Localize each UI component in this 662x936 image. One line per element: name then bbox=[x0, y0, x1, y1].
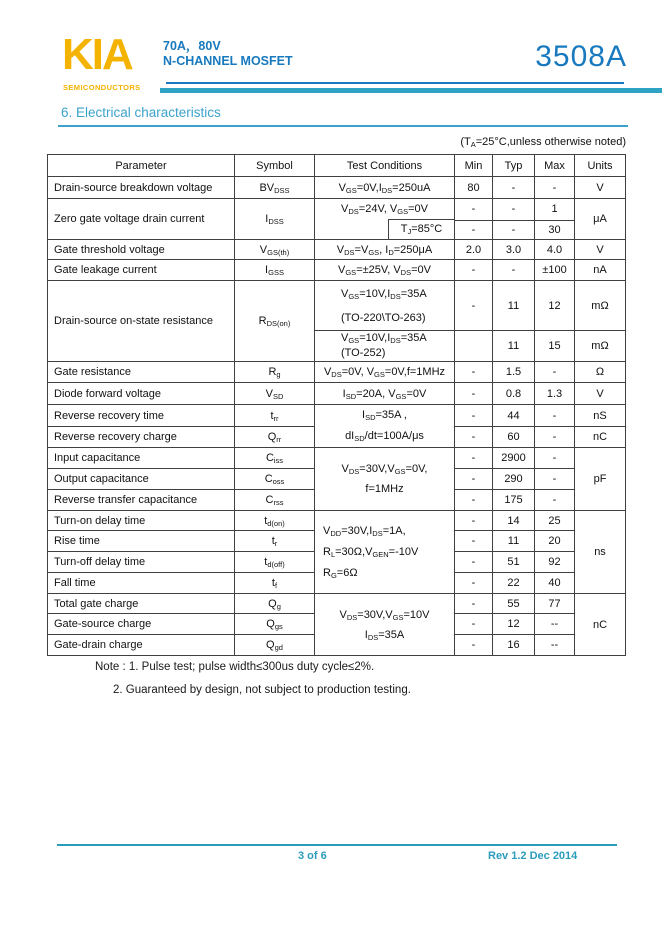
max-cell: 4.0 bbox=[535, 240, 575, 260]
symbol-cell: $R_{DS(on)}$ bbox=[235, 281, 315, 362]
typ-cell: 175 bbox=[493, 490, 535, 511]
max-cell: 1 bbox=[535, 199, 575, 221]
symbol-cell: $V_{GS(th)}$ bbox=[235, 240, 315, 260]
current-voltage-rating: 70A，80V bbox=[163, 39, 221, 53]
symbol-cell: $C_{oss}$ bbox=[235, 469, 315, 490]
typ-cell: 11 bbox=[493, 281, 535, 331]
symbol-cell: $C_{rss}$ bbox=[235, 490, 315, 511]
param-cell: Output capacitance bbox=[48, 469, 235, 490]
param-cell: Drain-source on-state resistance bbox=[48, 281, 235, 362]
unit-cell: V bbox=[575, 177, 626, 199]
cond-line: $V_{GS}=10V,I_{DS}=35A$ bbox=[341, 287, 427, 301]
condition-note: ($T_A=25^\circ C,unless$ otherwise noted) bbox=[460, 136, 626, 149]
cond-cell bbox=[315, 405, 455, 448]
max-cell: - bbox=[535, 490, 575, 511]
cond-line: (TO-220\TO-263) bbox=[341, 311, 426, 324]
typ-cell: 290 bbox=[493, 469, 535, 490]
min-cell: - bbox=[455, 614, 493, 635]
column-header-symbol: Symbol bbox=[235, 155, 315, 177]
max-cell: - bbox=[535, 427, 575, 448]
unit-cell: Ω bbox=[575, 362, 626, 383]
table-row bbox=[48, 511, 626, 531]
typ-cell: 51 bbox=[493, 552, 535, 573]
cond-main-line: $V_{DS}=24V$, $V_{GS}=0V$ bbox=[341, 203, 428, 216]
unit-cell: mΩ bbox=[575, 331, 626, 362]
symbol-cell: $Q_g$ bbox=[235, 594, 315, 614]
typ-cell: - bbox=[493, 177, 535, 199]
typ-cell: 14 bbox=[493, 511, 535, 531]
cond-cell: $I_{SD}=20A$, $V_{GS}=0V$ bbox=[315, 383, 455, 405]
table-row bbox=[48, 405, 626, 427]
typ-cell: 55 bbox=[493, 594, 535, 614]
table-row bbox=[48, 260, 626, 281]
max-cell: - bbox=[535, 448, 575, 469]
symbol-cell: $Q_{gs}$ bbox=[235, 614, 315, 635]
param-cell: Total gate charge bbox=[48, 594, 235, 614]
min-cell: - bbox=[455, 573, 493, 594]
cond-line: $dI_{SD}/dt=100A/\mu s$ bbox=[345, 430, 424, 443]
min-cell: - bbox=[455, 199, 493, 221]
footer-page-number: 3 of 6 bbox=[298, 850, 327, 862]
param-cell: Gate-source charge bbox=[48, 614, 235, 635]
cond-line: $V_{DS}=30V,V_{GS}=10V$ bbox=[339, 608, 430, 622]
max-cell: 40 bbox=[535, 573, 575, 594]
min-cell: 2.0 bbox=[455, 240, 493, 260]
cond-cell bbox=[315, 281, 455, 331]
column-header-test-conditions: Test Conditions bbox=[315, 155, 455, 177]
max-cell: - bbox=[535, 362, 575, 383]
table-row bbox=[48, 362, 626, 383]
max-cell: 30 bbox=[535, 220, 575, 239]
cond-cell bbox=[315, 511, 455, 594]
cond-cell bbox=[315, 331, 455, 362]
column-header-parameter: Parameter bbox=[48, 155, 235, 177]
electrical-characteristics-table bbox=[47, 154, 626, 656]
symbol-cell: $t_{rr}$ bbox=[235, 405, 315, 427]
kia-logo: KIA bbox=[62, 30, 132, 79]
max-cell: 15 bbox=[535, 331, 575, 362]
max-cell: ±100 bbox=[535, 260, 575, 281]
cond-line: $R_G=6\Omega$ bbox=[323, 566, 358, 580]
unit-cell: nC bbox=[575, 594, 626, 656]
min-cell: - bbox=[455, 531, 493, 552]
typ-cell: 11 bbox=[493, 331, 535, 362]
semiconductors-label: SEMICONDUCTORS bbox=[63, 83, 141, 92]
param-cell: Gate resistance bbox=[48, 362, 235, 383]
unit-cell: μA bbox=[575, 199, 626, 240]
section-heading bbox=[58, 104, 628, 127]
unit-cell: ns bbox=[575, 511, 626, 594]
max-cell: 92 bbox=[535, 552, 575, 573]
table-row bbox=[48, 594, 626, 614]
max-cell: -- bbox=[535, 614, 575, 635]
max-cell: - bbox=[535, 469, 575, 490]
header-rule-thick bbox=[160, 88, 662, 93]
param-cell: Turn-on delay time bbox=[48, 511, 235, 531]
table-row bbox=[48, 383, 626, 405]
cond-line: $V_{DS}=30V,V_{GS}=0V$, bbox=[341, 463, 428, 476]
cond-tj-subcell: $T_J=85^\circ C$ bbox=[388, 219, 454, 239]
min-cell: 80 bbox=[455, 177, 493, 199]
column-header-max: Max bbox=[535, 155, 575, 177]
param-cell: Reverse recovery charge bbox=[48, 427, 235, 448]
typ-cell: - bbox=[493, 199, 535, 221]
max-cell: - bbox=[535, 177, 575, 199]
typ-cell: 22 bbox=[493, 573, 535, 594]
param-cell: Fall time bbox=[48, 573, 235, 594]
symbol-cell: $V_{SD}$ bbox=[235, 383, 315, 405]
typ-cell: - bbox=[493, 220, 535, 239]
cond-cell: $V_{DS}=0V$, $V_{GS}=0V,f=1MHz$ bbox=[315, 362, 455, 383]
max-cell: 25 bbox=[535, 511, 575, 531]
param-cell: Zero gate voltage drain current bbox=[48, 199, 235, 240]
symbol-cell: $BV_{DSS}$ bbox=[235, 177, 315, 199]
unit-cell: nS bbox=[575, 405, 626, 427]
cond-cell bbox=[315, 199, 455, 240]
min-cell: - bbox=[455, 552, 493, 573]
symbol-cell: $t_{d(on)}$ bbox=[235, 511, 315, 531]
cond-cell: $V_{GS}=0V,I_{DS}=250uA$ bbox=[315, 177, 455, 199]
typ-cell: 12 bbox=[493, 614, 535, 635]
symbol-cell: $t_f$ bbox=[235, 573, 315, 594]
cond-cell: $V_{DS}=V_{GS}$, $I_D=250\mu A$ bbox=[315, 240, 455, 260]
unit-cell: nA bbox=[575, 260, 626, 281]
min-cell: - bbox=[455, 405, 493, 427]
typ-cell: 3.0 bbox=[493, 240, 535, 260]
table-row bbox=[48, 448, 626, 469]
unit-cell: pF bbox=[575, 448, 626, 511]
max-cell: 1.3 bbox=[535, 383, 575, 405]
unit-cell: V bbox=[575, 383, 626, 405]
param-cell: Reverse transfer capacitance bbox=[48, 490, 235, 511]
cond-cell: $V_{GS}=\pm 25V$, $V_{DS}=0V$ bbox=[315, 260, 455, 281]
typ-cell: 60 bbox=[493, 427, 535, 448]
min-cell: - bbox=[455, 281, 493, 331]
param-cell: Input capacitance bbox=[48, 448, 235, 469]
header-rule-thin bbox=[166, 82, 624, 84]
cond-line: $V_{GS}=10V,I_{DS}=35A$ bbox=[341, 332, 427, 345]
param-cell: Diode forward voltage bbox=[48, 383, 235, 405]
symbol-cell: $C_{iss}$ bbox=[235, 448, 315, 469]
max-cell: 12 bbox=[535, 281, 575, 331]
min-cell: - bbox=[455, 362, 493, 383]
cond-line: $V_{DD}=30V,I_{DS}=1A$, bbox=[323, 524, 406, 538]
symbol-cell: $Q_{rr}$ bbox=[235, 427, 315, 448]
param-cell: Rise time bbox=[48, 531, 235, 552]
footer-rule bbox=[57, 844, 617, 846]
footer-revision: Rev 1.2 Dec 2014 bbox=[488, 850, 578, 862]
max-cell: - bbox=[535, 405, 575, 427]
min-cell: - bbox=[455, 448, 493, 469]
param-cell: Drain-source breakdown voltage bbox=[48, 177, 235, 199]
device-type: N-CHANNEL MOSFET bbox=[163, 54, 293, 68]
column-header-units: Units bbox=[575, 155, 626, 177]
typ-cell: 0.8 bbox=[493, 383, 535, 405]
cond-cell bbox=[315, 594, 455, 656]
param-cell: Gate leakage current bbox=[48, 260, 235, 281]
typ-cell: 1.5 bbox=[493, 362, 535, 383]
min-cell bbox=[455, 331, 493, 362]
symbol-cell: $R_g$ bbox=[235, 362, 315, 383]
param-cell: Reverse recovery time bbox=[48, 405, 235, 427]
cond-cell bbox=[315, 448, 455, 511]
note-line-1: Note : 1. Pulse test; pulse width≤300us duty cycle≤2%. bbox=[95, 661, 375, 673]
min-cell: - bbox=[455, 260, 493, 281]
max-cell: -- bbox=[535, 635, 575, 656]
symbol-cell: $t_r$ bbox=[235, 531, 315, 552]
typ-cell: 44 bbox=[493, 405, 535, 427]
min-cell: - bbox=[455, 511, 493, 531]
min-cell: - bbox=[455, 383, 493, 405]
unit-cell: V bbox=[575, 240, 626, 260]
min-cell: - bbox=[455, 490, 493, 511]
param-cell: Turn-off delay time bbox=[48, 552, 235, 573]
table-row bbox=[48, 240, 626, 260]
typ-cell: 2900 bbox=[493, 448, 535, 469]
table-row bbox=[48, 177, 626, 199]
cond-line: f=1MHz bbox=[365, 483, 404, 495]
cond-line: $I_{SD}=35A$ , bbox=[362, 409, 407, 422]
typ-cell: 11 bbox=[493, 531, 535, 552]
cond-line: $R_L=30\Omega,V_{GEN}=-10V$ bbox=[323, 545, 419, 559]
note-line-2: 2. Guaranteed by design, not subject to production testing. bbox=[113, 684, 411, 696]
symbol-cell: $t_{d(off)}$ bbox=[235, 552, 315, 573]
symbol-cell: $I_{DSS}$ bbox=[235, 199, 315, 240]
typ-cell: - bbox=[493, 260, 535, 281]
min-cell: - bbox=[455, 594, 493, 614]
table-row bbox=[48, 281, 626, 331]
max-cell: 77 bbox=[535, 594, 575, 614]
table-row bbox=[48, 199, 626, 221]
max-cell: 20 bbox=[535, 531, 575, 552]
column-header-typ: Typ bbox=[493, 155, 535, 177]
unit-cell: mΩ bbox=[575, 281, 626, 331]
typ-cell: 16 bbox=[493, 635, 535, 656]
cond-line: $I_{DS}=35A$ bbox=[364, 628, 405, 642]
param-cell: Gate-drain charge bbox=[48, 635, 235, 656]
cond-line: (TO-252) bbox=[341, 347, 386, 359]
table-header-row bbox=[48, 155, 626, 177]
symbol-cell: $Q_{gd}$ bbox=[235, 635, 315, 656]
min-cell: - bbox=[455, 635, 493, 656]
column-header-min: Min bbox=[455, 155, 493, 177]
min-cell: - bbox=[455, 427, 493, 448]
min-cell: - bbox=[455, 220, 493, 239]
unit-cell: nC bbox=[575, 427, 626, 448]
part-number: 3508A bbox=[535, 40, 627, 73]
symbol-cell: $I_{GSS}$ bbox=[235, 260, 315, 281]
param-cell: Gate threshold voltage bbox=[48, 240, 235, 260]
min-cell: - bbox=[455, 469, 493, 490]
section-title: 6. Electrical characteristics bbox=[61, 105, 221, 120]
